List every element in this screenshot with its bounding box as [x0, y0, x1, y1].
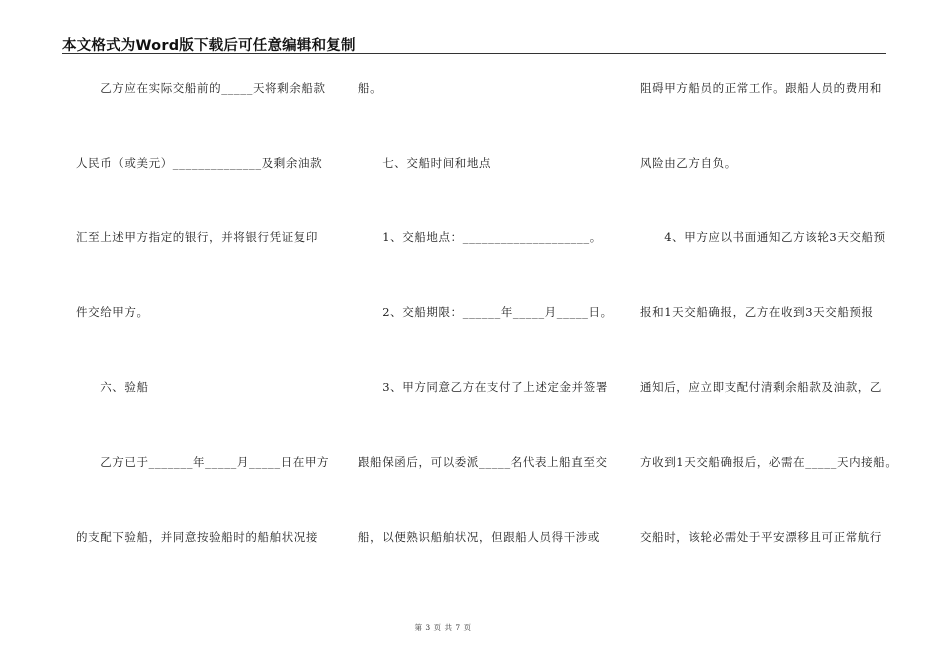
- header-divider: [62, 53, 886, 54]
- document-header-title: 本文格式为Word版下载后可任意编辑和复制: [62, 38, 356, 54]
- text-line: 船。: [358, 81, 383, 95]
- text-line: 人民币（或美元）______________及剩余油款: [76, 156, 323, 170]
- text-line: 件交给甲方。: [76, 305, 149, 319]
- text-line: 报和1天交船确报，乙方在收到3天交船预报: [640, 305, 874, 319]
- text-line: 风险由乙方自负。: [640, 156, 737, 170]
- text-line: 船，以便熟识船舶状况，但跟船人员得干涉或: [358, 530, 600, 544]
- text-line: 方收到1天交船确报后，必需在_____天内接船。: [640, 455, 898, 469]
- text-line: 乙方已于_______年_____月_____日在甲方: [76, 455, 330, 469]
- text-line: 1、交船地点：____________________。: [358, 230, 602, 244]
- text-line: 的支配下验船，并同意按验船时的船舶状况接: [76, 530, 318, 544]
- text-line: 汇至上述甲方指定的银行，并将银行凭证复印: [76, 230, 318, 244]
- text-line: 4、甲方应以书面通知乙方该轮3天交船预: [640, 230, 886, 244]
- text-line: 交船时，该轮必需处于平安漂移且可正常航行: [640, 530, 882, 544]
- section-heading: 七、交船时间和地点: [358, 156, 492, 170]
- page-number: 第 3 页 共 7 页: [414, 623, 472, 632]
- text-line: 2、交船期限：______年_____月_____日。: [358, 305, 613, 319]
- text-line: 通知后，应立即支配付清剩余船款及油款，乙: [640, 380, 882, 394]
- text-line: 3、甲方同意乙方在支付了上述定金并签署: [358, 380, 608, 394]
- text-line: 乙方应在实际交船前的_____天将剩余船款: [76, 81, 326, 95]
- text-line: 阻碍甲方船员的正常工作。跟船人员的费用和: [640, 81, 882, 95]
- section-heading: 六、验船: [76, 380, 149, 394]
- text-line: 跟船保函后，可以委派_____名代表上船直至交: [358, 455, 608, 469]
